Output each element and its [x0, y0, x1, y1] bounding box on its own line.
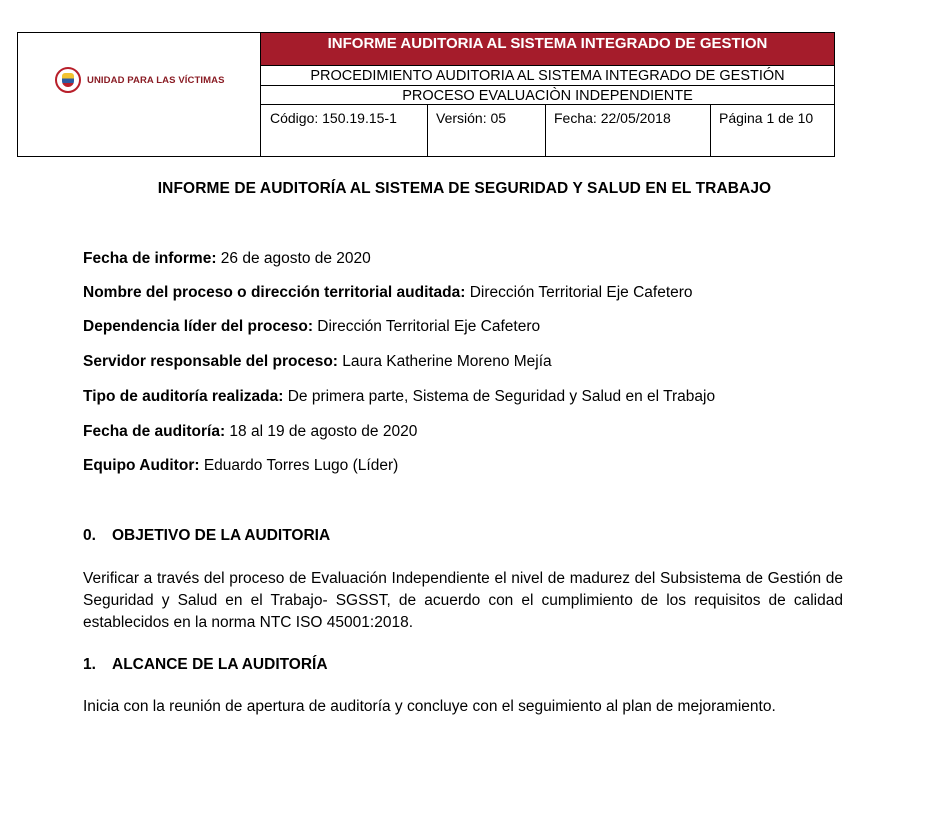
section-number: 1.: [83, 656, 96, 673]
logo-text: UNIDAD PARA LAS VÍCTIMAS: [87, 74, 225, 86]
field-lead-dependency: [83, 318, 540, 336]
section-heading-objective: [83, 527, 330, 545]
field-value: 26 de agosto de 2020: [216, 250, 371, 267]
header-page: Página 1 de 10: [719, 110, 814, 126]
section-text-scope: Inicia con la reunión de apertura de auditoría y concluye con el seguimiento al plan de mejoramiento.: [83, 698, 776, 715]
header-code: Código: 150.19.15-1: [261, 105, 428, 156]
field-value: De primera parte, Sistema de Seguridad y Salud en el Trabajo: [283, 388, 716, 405]
coat-of-arms-icon: [55, 67, 81, 93]
field-value: Dirección Territorial Eje Cafetero: [465, 284, 693, 301]
field-audit-team: [83, 457, 398, 475]
header-meta-row: [261, 105, 834, 156]
field-value: 18 al 19 de agosto de 2020: [225, 423, 418, 440]
field-audit-type: [83, 388, 715, 406]
field-label: Fecha de auditoría:: [83, 423, 226, 440]
section-title: OBJETIVO DE LA AUDITORIA: [112, 527, 331, 544]
header-date: Fecha: 22/05/2018: [546, 105, 711, 156]
field-value: Eduardo Torres Lugo (Líder): [199, 457, 399, 474]
header-process: PROCESO EVALUACIÒN INDEPENDIENTE: [261, 86, 834, 105]
field-process-name: [83, 284, 693, 302]
header-procedure: PROCEDIMIENTO AUDITORIA AL SISTEMA INTEGRADO DE GESTIÓN: [261, 66, 834, 86]
document-title: INFORME DE AUDITORÍA AL SISTEMA DE SEGURIDAD Y SALUD EN EL TRABAJO: [157, 180, 772, 197]
field-label: Servidor responsable del proceso:: [83, 353, 338, 370]
field-label: Tipo de auditoría realizada:: [83, 388, 284, 405]
section-heading-scope: [83, 656, 328, 674]
field-report-date: [83, 250, 371, 268]
section-text-objective: Verificar a través del proceso de Evaluación Independiente el nivel de madurez del Subsistema de Gestión de Seguridad y Salud en el Trabajo- SGSST, de acuerdo con el cumplimiento de los requisitos de calidad establecidos en la norma NTC ISO 45001:2018.: [83, 570, 843, 631]
field-label: Equipo Auditor:: [83, 457, 200, 474]
section-number: 0.: [83, 527, 96, 544]
field-label: Dependencia líder del proceso:: [83, 318, 313, 335]
field-value: Dirección Territorial Eje Cafetero: [312, 318, 541, 335]
section-title: ALCANCE DE LA AUDITORÍA: [112, 656, 328, 673]
field-label: Nombre del proceso o dirección territorial auditada:: [83, 284, 466, 301]
organization-logo: [55, 67, 225, 93]
document-header-table: [17, 32, 835, 157]
header-title: INFORME AUDITORIA AL SISTEMA INTEGRADO DE GESTION: [261, 33, 834, 66]
field-responsible-server: [83, 353, 552, 371]
header-version: Versión: 05: [428, 105, 546, 156]
logo-cell: [18, 33, 261, 156]
field-label: Fecha de informe:: [83, 250, 217, 267]
field-audit-date: [83, 423, 417, 441]
field-value: Laura Katherine Moreno Mejía: [337, 353, 552, 370]
